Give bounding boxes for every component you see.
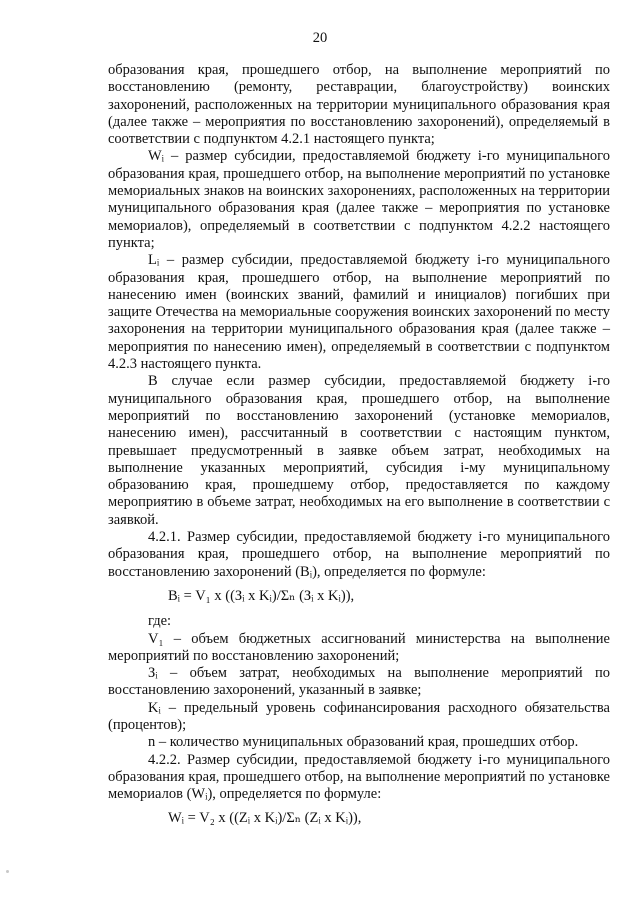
paragraph-4-2-2: 4.2.2. Размер субсидии, предоставляемой бюджету i-го муниципального образования края, прошедшего отбор, на выполнение мероприятий по установке мемориалов (Wᵢ), определяется по формуле: (108, 751, 610, 803)
document-body (108, 62, 610, 836)
scan-dot (6, 870, 9, 873)
paragraph-li-definition: Lᵢ – размер субсидии, предоставляемой бюджету i-го муниципального образования края, прошедшего отбор, на выполнение мероприятий по нанесению имен (воинских званий, фамилий и инициалов) погибших при защите Отечества на мемориальные сооружения воинских захоронений по месту захоронения на территории муниципального образования края (далее также – мероприятия по нанесению имен), определяемый в соответствии с подпунктом 4.2.3 настоящего пункта. (108, 252, 610, 373)
formula-bi: Bᵢ = V₁ x ((Зᵢ x Kᵢ)/Σₙ (Зᵢ x Kᵢ)), (168, 587, 355, 604)
definition-zi: Зᵢ – объем затрат, необходимых на выполнение мероприятий по восстановлению захоронений, указанный в заявке; (108, 665, 610, 699)
paragraph-excess-rule: В случае если размер субсидии, предоставляемой бюджету i-го муниципального образования края, прошедшего отбор, на выполнение мероприятий по восстановлению захоронений (установке мемориалов, нанесению имен), рассчитанный в соответствии с настоящим пунктом, превышает предусмотренный в заявке объем затрат, необходимых на выполнение указанных мероприятий, субсидия i-му муниципальному образованию края, прошедшему отбор, предоставляется по каждому мероприятию в объеме затрат, необходимых на его выполнение в соответствии с заявкой. (108, 373, 610, 528)
definition-n: n – количество муниципальных образований края, прошедших отбор. (148, 734, 579, 751)
where-label: где: (148, 613, 172, 630)
paragraph-continuation: образования края, прошедшего отбор, на выполнение мероприятий по восстановлению (ремонту, реставрации, благоустройству) воинских захоронений, расположенных на территории муниципального образования края (далее также – мероприятия по восстановлению захоронений), определяемый в соответствии с подпунктом 4.2.1 настоящего пункта; (108, 62, 610, 148)
paragraph-wi-definition: Wᵢ – размер субсидии, предоставляемой бюджету i-го муниципального образования края, прошедшего отбор, на выполнение мероприятий по установке мемориальных знаков на воинских захоронениях, расположенных на территории муниципального образования края (далее также – мероприятия по установке мемориалов), определяемый в соответствии с подпунктом 4.2.2 настоящего пункта; (108, 148, 610, 251)
definition-ki: Kᵢ – предельный уровень софинансирования расходного обязательства (процентов); (108, 699, 610, 733)
definition-v1: V₁ – объем бюджетных ассигнований министерства на выполнение мероприятий по восстановлению захоронений; (108, 630, 610, 664)
page-number: 20 (312, 30, 328, 46)
paragraph-4-2-1: 4.2.1. Размер субсидии, предоставляемой бюджету i-го муниципального образования края, прошедшего отбор, на выполнение мероприятий по восстановлению захоронений (Bᵢ), определяется по формуле: (108, 529, 610, 580)
formula-wi: Wᵢ = V₂ x ((Zᵢ x Kᵢ)/Σₙ (Zᵢ x Kᵢ)), (168, 810, 362, 827)
